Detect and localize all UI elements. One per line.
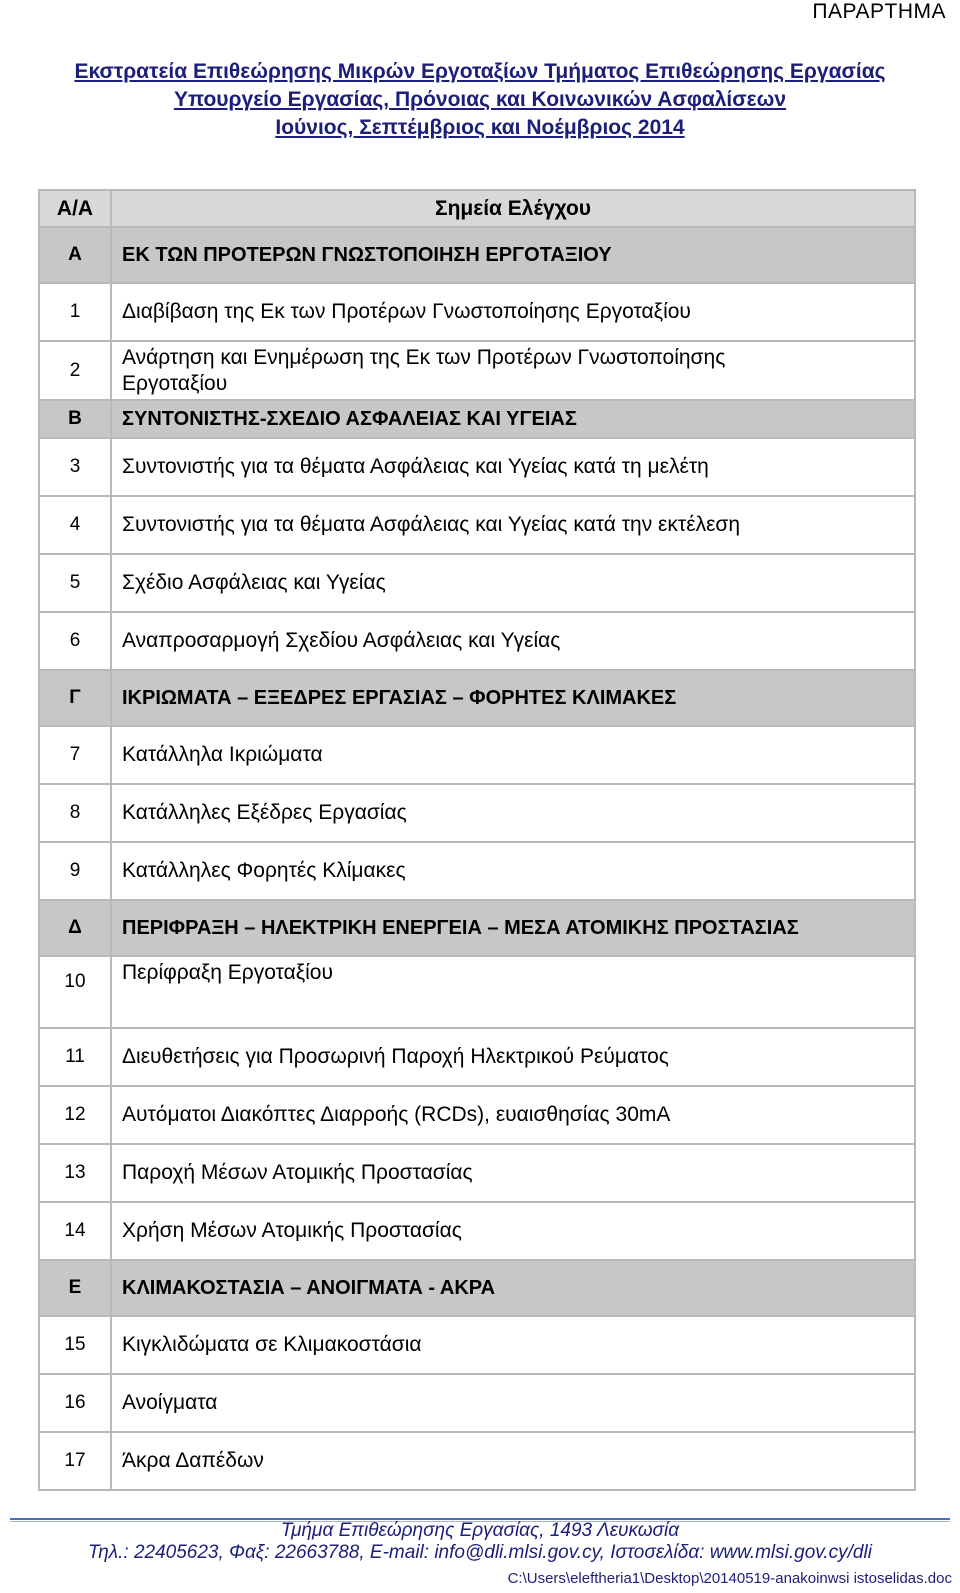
row-text: Συντονιστής για τα θέματα Ασφάλειας και Υγείας κατά τη μελέτη [111, 438, 915, 496]
row-text: Άκρα Δαπέδων [111, 1432, 915, 1490]
row-num: 16 [39, 1374, 111, 1432]
row-text: Παροχή Μέσων Ατομικής Προστασίας [111, 1144, 915, 1202]
row-text: Κιγκλιδώματα σε Κλιμακοστάσια [111, 1316, 915, 1374]
table-row [39, 1028, 915, 1086]
footer-address: Τμήμα Επιθεώρησης Εργασίας, 1493 Λευκωσία [280, 1520, 680, 1541]
row-text: Αυτόματοι Διακόπτες Διαρροής (RCDs), ευαισθησίας 30mA [111, 1086, 915, 1144]
row-num: Ε [39, 1260, 111, 1316]
row-text-line-2: Εργοταξίου [122, 371, 228, 395]
row-text: ΣΥΝΤΟΝΙΣΤΗΣ-ΣΧΕΔΙΟ ΑΣΦΑΛΕΙΑΣ ΚΑΙ ΥΓΕΙΑΣ [111, 400, 915, 438]
row-num: 1 [39, 283, 111, 341]
title-line-1: Εκστρατεία Επιθεώρησης Μικρών Εργοταξίων Τμήματος Επιθεώρησης Εργασίας [74, 60, 886, 83]
section-row [39, 227, 915, 283]
row-num: 7 [39, 726, 111, 784]
row-text: Αναπροσαρμογή Σχεδίου Ασφάλειας και Υγείας [111, 612, 915, 670]
row-text: ΕΚ ΤΩΝ ΠΡΟΤΕΡΩΝ ΓΝΩΣΤΟΠΟΙΗΣΗ ΕΡΓΟΤΑΞΙΟΥ [111, 227, 915, 283]
header-num: Α/Α [39, 190, 111, 227]
title-line-2: Υπουργείο Εργασίας, Πρόνοιας και Κοινωνικών Ασφαλίσεων [173, 88, 787, 111]
row-num: Α [39, 227, 111, 283]
table-row [39, 726, 915, 784]
row-text: Κατάλληλα Ικριώματα [111, 726, 915, 784]
row-num: Γ [39, 670, 111, 726]
row-text: Συντονιστής για τα θέματα Ασφάλειας και Υγείας κατά την εκτέλεση [111, 496, 915, 554]
row-num: 5 [39, 554, 111, 612]
row-num: 2 [39, 341, 111, 400]
table-row [39, 784, 915, 842]
row-text: Διαβίβαση της Εκ των Προτέρων Γνωστοποίησης Εργοταξίου [111, 283, 915, 341]
table-row [39, 554, 915, 612]
row-num: 11 [39, 1028, 111, 1086]
title-line-3: Ιούνιος, Σεπτέμβριος και Νοέμβριος 2014 [275, 116, 685, 139]
annex-label: ΠΑΡΑΡΤΗΜΑ [812, 0, 946, 23]
row-text: ΚΛΙΜΑΚΟΣΤΑΣΙΑ – ΑΝΟΙΓΜΑΤΑ - ΑΚΡΑ [111, 1260, 915, 1316]
table-row [39, 496, 915, 554]
table-row [39, 1374, 915, 1432]
row-text: ΙΚΡΙΩΜΑΤΑ – ΕΞΕΔΡΕΣ ΕΡΓΑΣΙΑΣ – ΦΟΡΗΤΕΣ ΚΛΙΜΑΚΕΣ [111, 670, 915, 726]
row-num: 4 [39, 496, 111, 554]
row-text: Διευθετήσεις για Προσωρινή Παροχή Ηλεκτρικού Ρεύματος [111, 1028, 915, 1086]
row-text [111, 341, 915, 400]
section-row [39, 1260, 915, 1316]
table-header-row [39, 190, 915, 227]
row-num: Δ [39, 900, 111, 956]
row-num: 13 [39, 1144, 111, 1202]
table-row [39, 1316, 915, 1374]
row-num: 17 [39, 1432, 111, 1490]
row-num: Β [39, 400, 111, 438]
section-row [39, 900, 915, 956]
table-row [39, 956, 915, 1028]
file-path: C:\Users\eleftheria1\Desktop\20140519-anakoinwsi istoselidas.doc [507, 1570, 952, 1587]
table-row [39, 1202, 915, 1260]
row-text: Περίφραξη Εργοταξίου [111, 956, 915, 1028]
table-row [39, 1086, 915, 1144]
section-row [39, 400, 915, 438]
table-row [39, 1144, 915, 1202]
row-num: 14 [39, 1202, 111, 1260]
row-text: Ανοίγματα [111, 1374, 915, 1432]
row-text: Κατάλληλες Φορητές Κλίμακες [111, 842, 915, 900]
row-num: 8 [39, 784, 111, 842]
row-text: ΠΕΡΙΦΡΑΞΗ – ΗΛΕΚΤΡΙΚΗ ΕΝΕΡΓΕΙΑ – ΜΕΣΑ ΑΤΟΜΙΚΗΣ ΠΡΟΣΤΑΣΙΑΣ [111, 900, 915, 956]
row-text: Κατάλληλες Εξέδρες Εργασίας [111, 784, 915, 842]
table-row [39, 438, 915, 496]
footer-contact: Τηλ.: 22405623, Φαξ: 22663788, E-mail: info@dli.mlsi.gov.cy, Ιστοσελίδα: www.mlsi.gov.cy/dli [88, 1542, 872, 1563]
table-row [39, 612, 915, 670]
row-num: 3 [39, 438, 111, 496]
row-text: Σχέδιο Ασφάλειας και Υγείας [111, 554, 915, 612]
section-row [39, 670, 915, 726]
row-num: 12 [39, 1086, 111, 1144]
footer [0, 1520, 960, 1564]
row-num: 6 [39, 612, 111, 670]
row-num: 9 [39, 842, 111, 900]
header-checkpoints: Σημεία Ελέγχου [111, 190, 915, 227]
table-row [39, 341, 915, 400]
table-row [39, 283, 915, 341]
table-row [39, 842, 915, 900]
row-num: 15 [39, 1316, 111, 1374]
row-text-line-1: Ανάρτηση και Ενημέρωση της Εκ των Προτέρων Γνωστοποίησης [122, 345, 726, 369]
row-text: Χρήση Μέσων Ατομικής Προστασίας [111, 1202, 915, 1260]
document-title [0, 58, 960, 142]
table-row [39, 1432, 915, 1490]
row-num: 10 [39, 956, 111, 1028]
checkpoints-table [38, 189, 916, 1491]
